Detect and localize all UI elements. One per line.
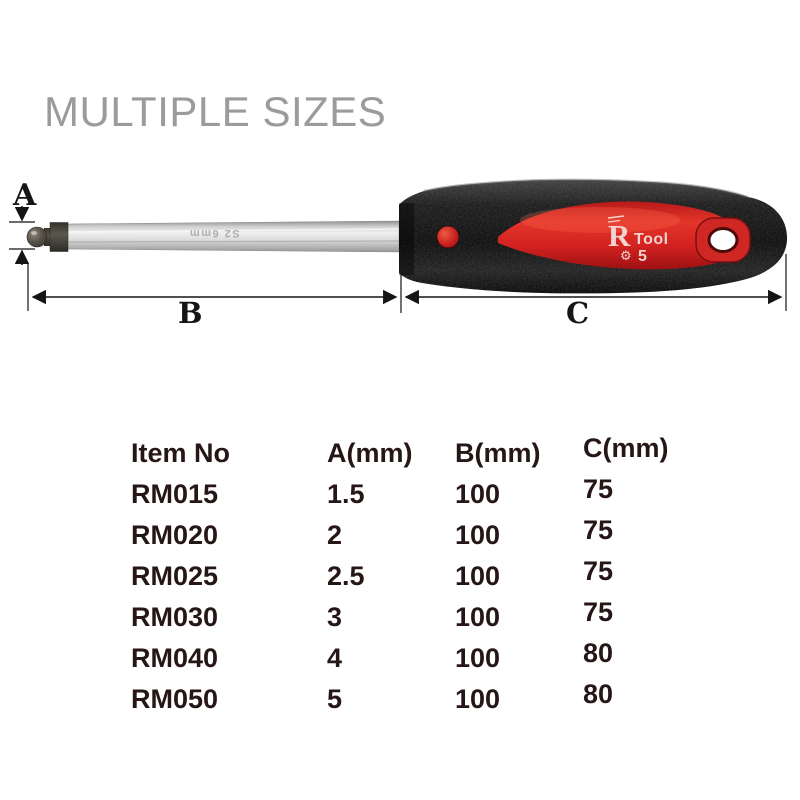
table-header-a-mm: A(mm) (327, 438, 413, 468)
red-inlay-highlight (520, 207, 680, 233)
dim-b-label: B (178, 296, 203, 330)
table-cell-item-no: RM030 (131, 602, 219, 632)
logo-text-tool: Tool (634, 231, 669, 248)
hang-hole (696, 218, 750, 262)
table-cell-b: 100 (455, 684, 501, 714)
table-header-b-mm: B(mm) (455, 438, 541, 468)
table-cell-c: 80 (583, 679, 614, 709)
page-title: MULTIPLE SIZES (44, 88, 387, 135)
logo-size-number: 5 (638, 248, 647, 265)
ball-highlight (31, 231, 37, 235)
table-cell-item-no: RM040 (131, 643, 219, 673)
table-cell-item-no: RM020 (131, 520, 219, 550)
table-cell-b: 100 (455, 643, 501, 673)
screwdriver-diagram (0, 165, 800, 335)
table-cell-a: 5 (327, 684, 343, 714)
ball-end (27, 227, 47, 247)
size-table (131, 433, 673, 720)
table-cell-b: 100 (455, 520, 501, 550)
handle-red-dot (437, 226, 459, 248)
table-header-item-no: Item No (131, 438, 231, 468)
handle-front-collar (399, 203, 414, 275)
table-cell-c: 75 (583, 556, 614, 586)
table-cell-a: 4 (327, 643, 343, 673)
table-cell-b: 100 (455, 479, 501, 509)
tip-collar (50, 223, 68, 252)
ball-point-tip (27, 223, 68, 252)
table-cell-a: 3 (327, 602, 343, 632)
table-cell-a: 1.5 (327, 479, 365, 509)
screwdriver-handle (395, 175, 795, 300)
screwdriver-shaft (66, 221, 399, 252)
table-cell-b: 100 (455, 561, 501, 591)
dim-a-label: A (13, 178, 37, 213)
table-cell-b: 100 (455, 602, 501, 632)
table-cell-c: 75 (583, 474, 614, 504)
logo-gear-icon: ⚙ (620, 249, 632, 264)
dim-c-label: C (566, 296, 590, 330)
hang-hole-opening (709, 229, 737, 252)
table-cell-c: 75 (583, 515, 614, 545)
table-cell-a: 2 (327, 520, 343, 550)
logo-letter-r: R (608, 218, 631, 253)
table-cell-item-no: RM050 (131, 684, 219, 714)
table-header-c-mm: C(mm) (583, 433, 669, 463)
table-cell-a: 2.5 (327, 561, 365, 591)
table-cell-c: 75 (583, 597, 614, 627)
table-cell-c: 80 (583, 638, 614, 668)
table-cell-item-no: RM015 (131, 479, 219, 509)
table-cell-item-no: RM025 (131, 561, 219, 591)
shaft-marking: S2 6mm (188, 227, 240, 239)
